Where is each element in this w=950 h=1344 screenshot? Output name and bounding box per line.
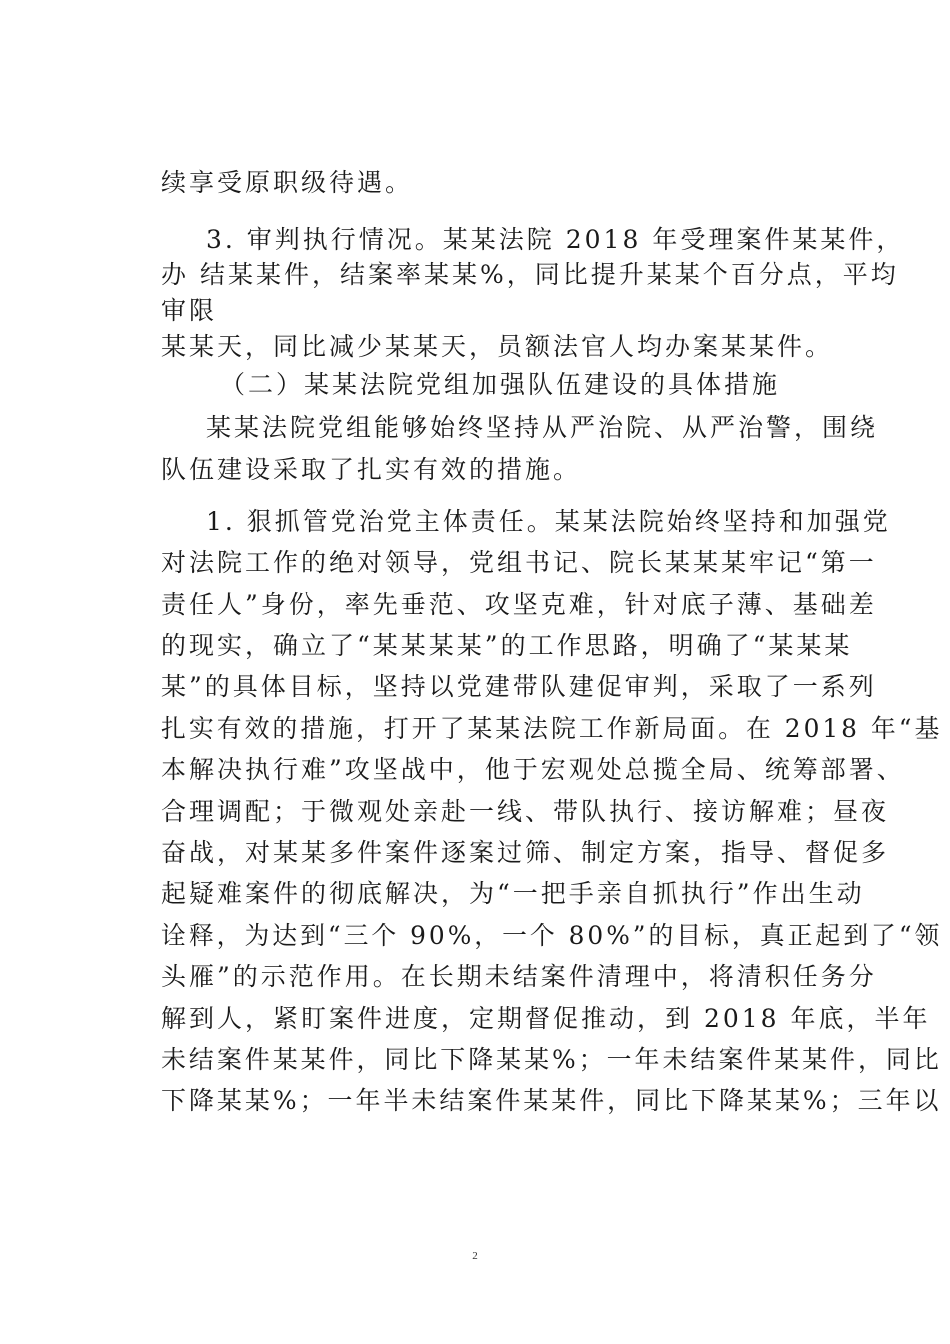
- section-heading: （二）某某法院党组加强队伍建设的具体措施: [220, 370, 781, 399]
- paragraph-line: 1. 狠抓管党治党主体责任。某某法院始终坚持和加强党: [206, 507, 891, 536]
- paragraph-line: 队伍建设采取了扎实有效的措施。: [161, 455, 582, 484]
- paragraph-line: 本解决执行难”攻坚战中，他于宏观处总揽全局、统筹部署、: [161, 755, 905, 784]
- paragraph-line: 起疑难案件的彻底解决，为“一把手亲自抓执行”作出生动: [161, 879, 865, 908]
- paragraph-line: 某某法院党组能够始终坚持从严治院、从严治警，围绕: [206, 413, 879, 442]
- paragraph-line: 头雁”的示范作用。在长期未结案件清理中，将清积任务分: [161, 962, 877, 991]
- paragraph-line: 下降某某%；一年半未结案件某某件，同比下降某某%；三年以: [161, 1086, 942, 1115]
- paragraph-line: 某某天，同比减少某某天，员额法官人均办案某某件。: [161, 332, 834, 361]
- paragraph-line: 的现实，确立了“某某某某”的工作思路，明确了“某某某: [161, 631, 853, 660]
- paragraph-line: 解到人，紧盯案件进度，定期督促推动，到 2018 年底，半年: [161, 1004, 931, 1033]
- paragraph-line: 诠释，为达到“三个 90%，一个 80%”的目标，真正起到了“领: [161, 921, 943, 950]
- paragraph-line: 办 结某某件，结案率某某%，同比提升某某个百分点，平均: [161, 260, 899, 289]
- paragraph-line: 某”的具体目标，坚持以党建带队建促审判，采取了一系列: [161, 672, 877, 701]
- paragraph-line: 续享受原职级待遇。: [161, 168, 414, 197]
- paragraph-line: 合理调配；于微观处亲赴一线、带队执行、接访解难；昼夜: [161, 797, 890, 826]
- paragraph-line: 奋战，对某某多件案件逐案过筛、制定方案，指导、督促多: [161, 838, 890, 867]
- page-number: 2: [472, 1250, 478, 1262]
- paragraph-line: 对法院工作的绝对领导，党组书记、院长某某某牢记“第一: [161, 548, 877, 577]
- paragraph-line: 扎实有效的措施，打开了某某法院工作新局面。在 2018 年“基: [161, 714, 943, 743]
- paragraph-line: 责任人”身份，率先垂范、攻坚克难，针对底子薄、基础差: [161, 590, 877, 619]
- paragraph-line: 未结案件某某件，同比下降某某%；一年未结案件某某件，同比: [161, 1045, 942, 1074]
- paragraph-line: 审限: [161, 296, 218, 325]
- paragraph-line: 3. 审判执行情况。某某法院 2018 年受理案件某某件，: [206, 225, 905, 254]
